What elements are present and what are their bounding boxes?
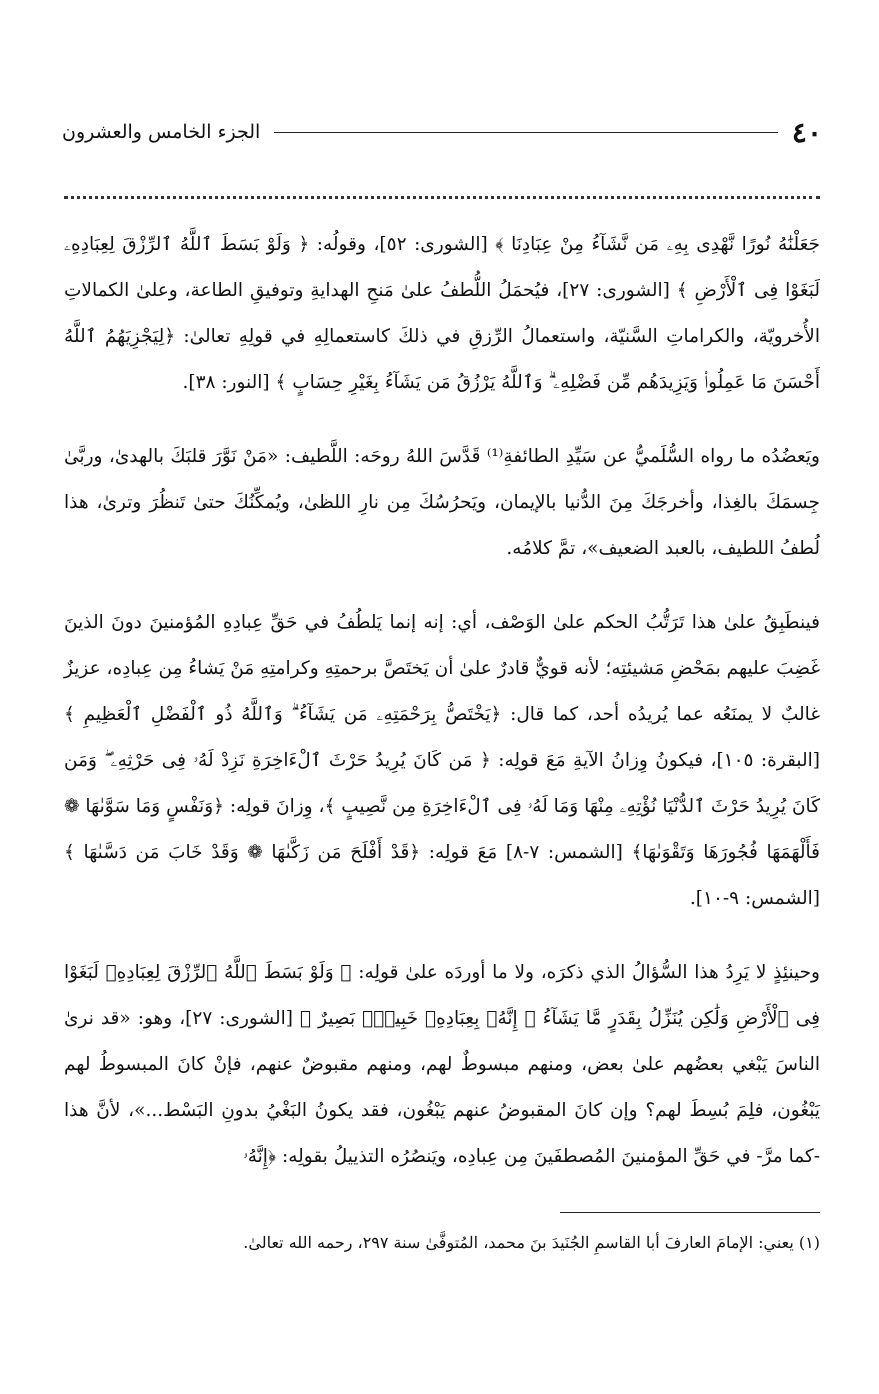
paragraph: وحينئِذٍ لا يَرِدُ هذا السُّؤالُ الذي ذكرَه، ولا ما أوردَه علىٰ قولِه: ﴿ وَلَوْ بَسَطَ ٱللَّهُ ٱلرِّزْقَ لِعِبَادِهِۦ لَبَغَوْا فِى ٱلْأَرْضِ وَلَٰكِن يُنَزِّلُ بِقَدَرٍ مَّا يَشَآءُ ۚ إِنَّهُۥ بِعِبَادِهِۦ خَبِيرٌۢ بَصِيرٌ ﴾ [الشورى: ٢٧]، وهو: «قد نرىٰ الناسَ يَبْغي بعضُهم علىٰ بعض، ومنهم مبسوطٌ لهم، ومنهم مقبوضٌ عنهم، فإنْ كانَ المبسوطُ لهم يَبْغُون، فلِمَ بُسِطَ لهم؟ وإن كانَ المقبوضُ عنهم يَبْغُون، فقد يكونُ البَغْيُ بدونِ البَسْط...»، لأنَّ هذا -كما مرَّ- في حَقِّ المؤمنينَ المُصطفَينَ مِن عِبادِه، ويَنصُرُه التذييلُ بقولِه: ﴿إِنَّهُۥ — [64, 962, 820, 1167]
running-title: الجزء الخامس والعشرون — [62, 121, 261, 143]
paragraph: جَعَلْنَٰهُ نُورًا نَّهْدِى بِهِۦ مَن نَّشَآءُ مِنْ عِبَادِنَا ﴾ [الشورى: ٥٢]، وقولُه: ﴿ وَلَوْ بَسَطَ ٱللَّهُ ٱلرِّزْقَ لِعِبَادِهِۦ لَبَغَوْا فِى ٱلْأَرْضِ ﴾ [الشورى: ٢٧]، فيُحمَلُ اللُّطفُ علىٰ مَنحِ الهدايةِ وتوفيقِ الطاعة، وعلىٰ الكمالاتِ الأُخرويّة، والكراماتِ السَّنيّة، واستعمالُ الرِّزقِ في ذلكَ كاستعمالِهِ في قولِهِ تعالىٰ: ﴿لِيَجْزِيَهُمُ ٱللَّهُ أَحْسَنَ مَا عَمِلُوا۟ وَيَزِيدَهُم مِّن فَضْلِهِۦ ۗ وَٱللَّهُ يَرْزُقُ مَن يَشَآءُ بِغَيْرِ حِسَابٍ ﴾ [النور: ٣٨]. — [64, 234, 820, 393]
dotted-separator — [64, 196, 820, 199]
page-number: ٤٠ — [791, 115, 822, 149]
header-rule — [274, 132, 778, 133]
page-header — [62, 112, 822, 152]
paragraph: فينطَبِقُ علىٰ هذا تَرَتُّبُ الحكم علىٰ الوَصْف، أي: إنه إنما يَلطُفُ في حَقِّ عِبادِهِ المُؤمنينَ دونَ الذينَ غَضِبَ عليهم بمَحْضِ مَشيئتِه؛ لأنه قويٌّ قادرٌ علىٰ أن يَختَصَّ برحمتِهِ وكرامتِهِ مَنْ يَشاءُ مِن عِبادِه، عزيزٌ غالبٌ لا يمنَعُه عما يُريدُه أحد، كما قال: ﴿يَخْتَصُّ بِرَحْمَتِهِۦ مَن يَشَآءُ ۗ وَٱللَّهُ ذُو ٱلْفَضْلِ ٱلْعَظِيمِ ﴾ [البقرة: ١٠٥]، فيكونُ وِزانُ الآيةِ مَعَ قولِه: ﴿ مَن كَانَ يُرِيدُ حَرْثَ ٱلْءَاخِرَةِ نَزِدْ لَهُۥ فِى حَرْثِهِۦ ۖ وَمَن كَانَ يُرِيدُ حَرْثَ ٱلدُّنْيَا نُؤْتِهِۦ مِنْهَا وَمَا لَهُۥ فِى ٱلْءَاخِرَةِ مِن نَّصِيبٍ ﴾، وِزانَ قولِه: ﴿وَنَفْسٍ وَمَا سَوَّىٰهَا ❁ فَأَلْهَمَهَا فُجُورَهَا وَتَقْوَىٰهَا﴾ [الشمس: ٧-٨] مَعَ قولِه: ﴿قَدْ أَفْلَحَ مَن زَكَّىٰهَا ❁ وَقَدْ خَابَ مَن دَسَّىٰهَا ﴾ [الشمس: ٩-١٠]. — [64, 612, 820, 909]
footnote-rule — [560, 1212, 820, 1213]
paragraph: ويَعضُدُه ما رواه السُّلَميُّ عن سَيِّدِ الطائفةِ⁽¹⁾ قَدَّسَ اللهُ روحَه: اللَّطيف: «مَنْ نَوَّرَ قلبَكَ بالهدىٰ، وربَّىٰ جِسمَكَ بالغِذا، وأخرجَكَ مِنَ الدُّنيا بالإيمان، ويَحرُسُكَ مِن نارِ اللظىٰ، ويُمكِّنُكَ حتىٰ تَنظُرَ وترىٰ، هذا لُطفُ اللطيف، بالعبد الضعيف»، تمَّ كلامُه. — [64, 446, 820, 559]
body-text — [64, 222, 820, 1208]
footnote: (١) يعني: الإمامَ العارفَ أبا القاسمِ الجُنَيدَ بنَ محمد، المُتوفَّىٰ سنة ٢٩٧، رحمه الله تعالىٰ. — [243, 1233, 820, 1252]
